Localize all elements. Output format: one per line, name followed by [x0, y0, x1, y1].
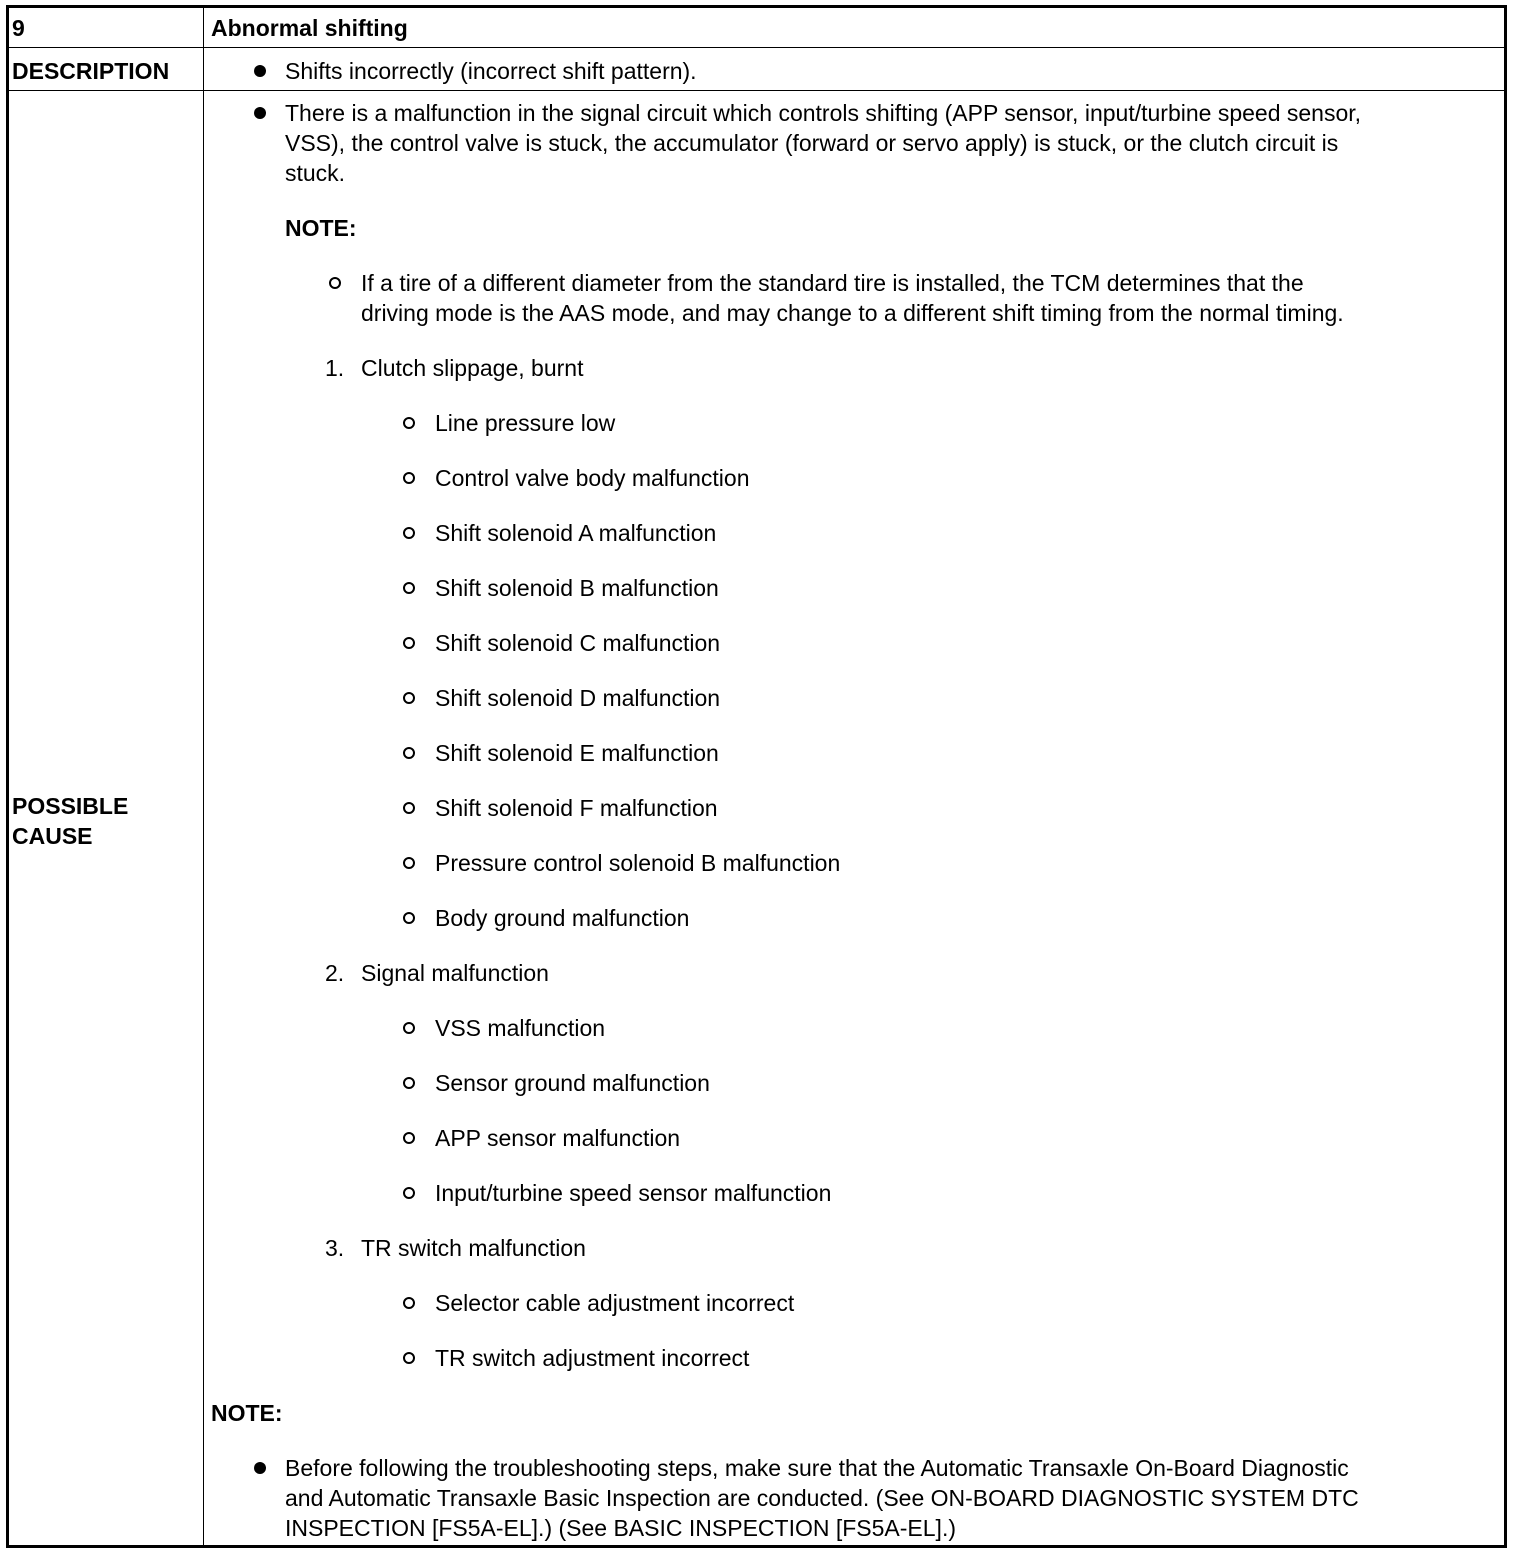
- circle-bullet-icon: [403, 637, 415, 649]
- row-divider: [6, 90, 1507, 91]
- bullet-icon: [254, 107, 266, 119]
- circle-bullet-icon: [403, 472, 415, 484]
- circle-bullet-icon: [403, 912, 415, 924]
- final-note-line: and Automatic Transaxle Basic Inspection are conducted. (See ON-BOARD DIAGNOSTIC SYSTEM DTC: [285, 1485, 1359, 1511]
- list-item: Selector cable adjustment incorrect: [435, 1290, 795, 1316]
- cause-intro-line: VSS), the control valve is stuck, the accumulator (forward or servo apply) is stuck, or the clutch circuit is: [285, 130, 1339, 156]
- group-number: 3.: [325, 1235, 345, 1261]
- circle-bullet-icon: [403, 1297, 415, 1309]
- circle-bullet-icon: [403, 857, 415, 869]
- circle-bullet-icon: [403, 692, 415, 704]
- bullet-icon: [254, 65, 266, 77]
- circle-bullet-icon: [403, 1352, 415, 1364]
- list-item: APP sensor malfunction: [435, 1125, 681, 1151]
- circle-bullet-icon: [403, 582, 415, 594]
- list-item: Sensor ground malfunction: [435, 1070, 710, 1096]
- list-item: Shift solenoid C malfunction: [435, 630, 721, 656]
- cause-intro-line: There is a malfunction in the signal circuit which controls shifting (APP sensor, input/turbine speed sensor,: [285, 100, 1362, 126]
- note-label: NOTE:: [285, 215, 357, 241]
- final-note-label: NOTE:: [211, 1400, 283, 1426]
- circle-bullet-icon: [329, 277, 341, 289]
- possible-cause-label: POSSIBLE: [12, 793, 129, 819]
- circle-bullet-icon: [403, 1132, 415, 1144]
- list-item: Shift solenoid B malfunction: [435, 575, 719, 601]
- group-number: 1.: [325, 355, 345, 381]
- symptom-number: 9: [12, 15, 25, 41]
- possible-cause-label: CAUSE: [12, 823, 93, 849]
- note-text-line: driving mode is the AAS mode, and may change to a different shift timing from the normal timing.: [361, 300, 1344, 326]
- final-note-line: Before following the troubleshooting steps, make sure that the Automatic Transaxle On-Board Diagnostic: [285, 1455, 1349, 1481]
- circle-bullet-icon: [403, 1187, 415, 1199]
- list-item: Control valve body malfunction: [435, 465, 750, 491]
- list-item: Body ground malfunction: [435, 905, 690, 931]
- cause-intro-line: stuck.: [285, 160, 346, 186]
- row-divider: [6, 47, 1507, 48]
- list-item: Pressure control solenoid B malfunction: [435, 850, 841, 876]
- circle-bullet-icon: [403, 747, 415, 759]
- group-number: 2.: [325, 960, 345, 986]
- symptom-title: Abnormal shifting: [211, 15, 408, 41]
- final-note-line: INSPECTION [FS5A-EL].) (See BASIC INSPECTION [FS5A-EL].): [285, 1515, 956, 1541]
- group-title: Signal malfunction: [361, 960, 549, 986]
- description-text: Shifts incorrectly (incorrect shift pattern).: [285, 58, 697, 84]
- list-item: Shift solenoid D malfunction: [435, 685, 721, 711]
- circle-bullet-icon: [403, 527, 415, 539]
- list-item: Input/turbine speed sensor malfunction: [435, 1180, 832, 1206]
- column-divider: [203, 5, 204, 1548]
- list-item: VSS malfunction: [435, 1015, 606, 1041]
- list-item: TR switch adjustment incorrect: [435, 1345, 750, 1371]
- group-title: Clutch slippage, burnt: [361, 355, 584, 381]
- bullet-icon: [254, 1462, 266, 1474]
- note-text-line: If a tire of a different diameter from the standard tire is installed, the TCM determines that the: [361, 270, 1304, 296]
- description-label: DESCRIPTION: [12, 58, 170, 84]
- circle-bullet-icon: [403, 1022, 415, 1034]
- circle-bullet-icon: [403, 417, 415, 429]
- circle-bullet-icon: [403, 1077, 415, 1089]
- list-item: Shift solenoid E malfunction: [435, 740, 719, 766]
- group-title: TR switch malfunction: [361, 1235, 586, 1261]
- list-item: Shift solenoid A malfunction: [435, 520, 717, 546]
- circle-bullet-icon: [403, 802, 415, 814]
- list-item: Shift solenoid F malfunction: [435, 795, 718, 821]
- list-item: Line pressure low: [435, 410, 616, 436]
